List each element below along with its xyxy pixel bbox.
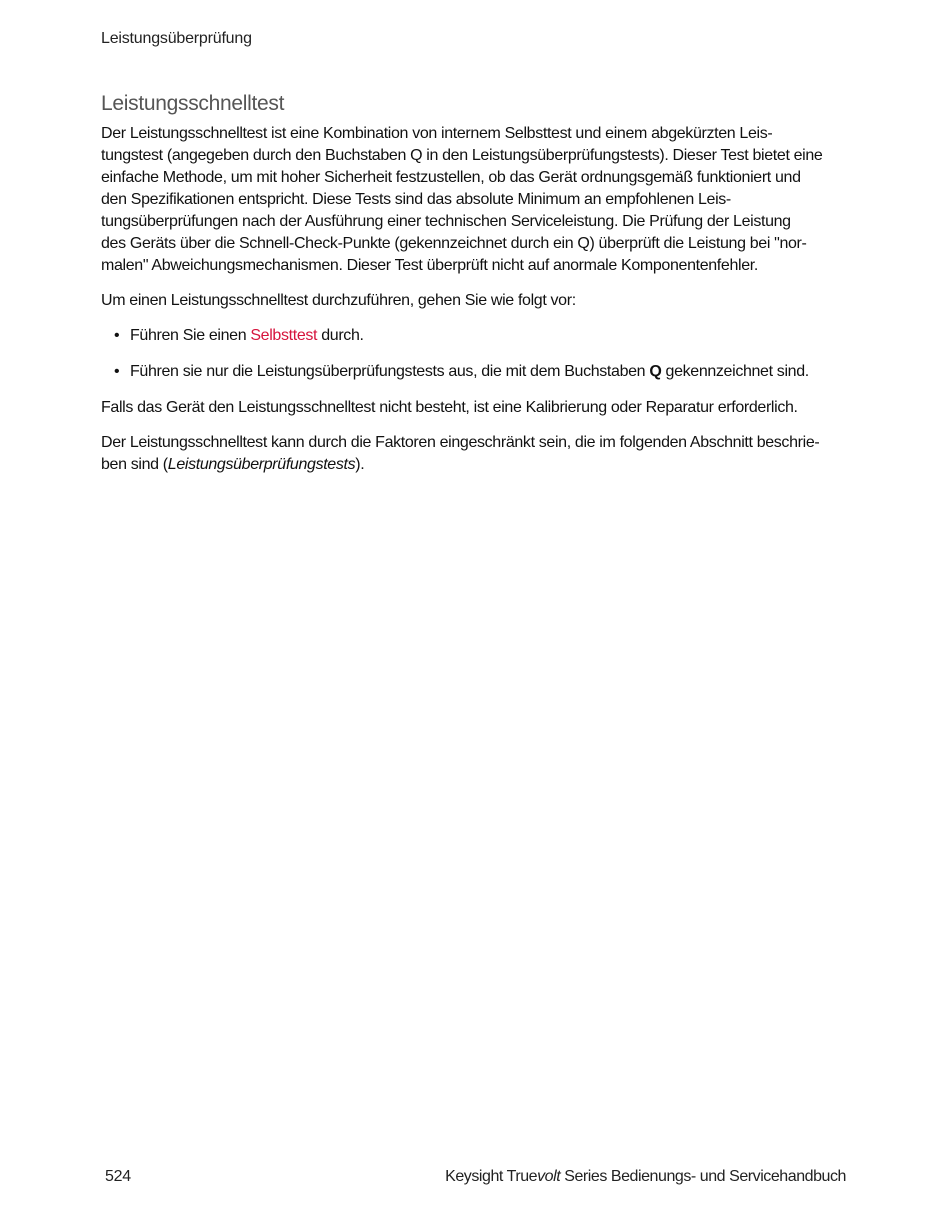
running-header: Leistungsüberprüfung bbox=[101, 30, 252, 47]
intro-line: des Geräts über die Schnell-Check-Punkte (gekennzeichnet durch ein Q) überprüft die Leistung bei "nor- bbox=[101, 235, 807, 252]
bullet-icon: • bbox=[114, 363, 120, 380]
limits-paragraph bbox=[101, 432, 853, 476]
procedure-list bbox=[101, 325, 853, 383]
intro-line: tungsüberprüfungen nach der Ausführung einer technischen Serviceleistung. Die Prüfung der Leistung bbox=[101, 213, 791, 230]
list-item bbox=[101, 361, 853, 383]
footer-brand: Keysight True bbox=[445, 1168, 538, 1185]
intro-line: Der Leistungsschnelltest ist eine Kombination von internem Selbsttest und einem abgekürzten Leis- bbox=[101, 125, 773, 142]
section-title: Leistungsschnelltest bbox=[101, 92, 285, 115]
intro-line: einfache Methode, um mit hoher Sicherheit festzustellen, ob das Gerät ordnungsgemäß funktioniert und bbox=[101, 169, 801, 186]
procedure-intro: Um einen Leistungsschnelltest durchzuführen, gehen Sie wie folgt vor: bbox=[101, 292, 576, 309]
bullet-text: gekennzeichnet sind. bbox=[661, 363, 809, 380]
intro-line: den Spezifikationen entspricht. Diese Tests sind das absolute Minimum an empfohlenen Leis- bbox=[101, 191, 731, 208]
limits-text: ben sind ( bbox=[101, 456, 168, 473]
intro-paragraph bbox=[101, 123, 853, 277]
footer-brand-italic: volt bbox=[537, 1168, 561, 1185]
footer-manual-title bbox=[445, 1168, 846, 1186]
q-marker: Q bbox=[649, 363, 662, 380]
selbsttest-link[interactable]: Selbsttest bbox=[250, 327, 318, 344]
page-number: 524 bbox=[105, 1168, 131, 1185]
main-content bbox=[101, 92, 853, 489]
limits-line bbox=[101, 454, 853, 476]
footer-rest: Series Bedienungs- und Servicehandbuch bbox=[560, 1168, 846, 1185]
limits-line: Der Leistungsschnelltest kann durch die Faktoren eingeschränkt sein, die im folgenden Abschnitt beschrie- bbox=[101, 434, 820, 451]
bullet-text: Führen sie nur die Leistungsüberprüfungstests aus, die mit dem Buchstaben bbox=[130, 363, 650, 380]
bullet-icon: • bbox=[114, 327, 120, 344]
intro-line: malen" Abweichungsmechanismen. Dieser Test überprüft nicht auf anormale Komponentenfehler. bbox=[101, 257, 758, 274]
intro-line: tungstest (angegeben durch den Buchstaben Q in den Leistungsüberprüfungstests). Dieser Test bietet eine bbox=[101, 147, 823, 164]
reference-title: Leistungsüberprüfungstests bbox=[167, 456, 356, 473]
failure-note: Falls das Gerät den Leistungsschnelltest nicht besteht, ist eine Kalibrierung oder Reparatur erforderlich. bbox=[101, 399, 798, 416]
bullet-text: Führen Sie einen bbox=[130, 327, 251, 344]
list-item bbox=[101, 325, 853, 347]
limits-text: ). bbox=[355, 456, 365, 473]
bullet-text: durch. bbox=[317, 327, 364, 344]
